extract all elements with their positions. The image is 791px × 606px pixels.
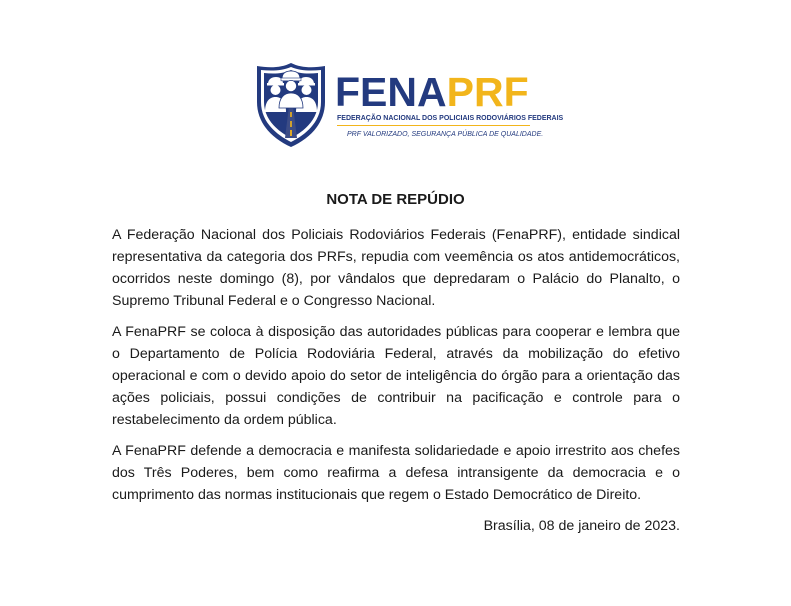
document-title: NOTA DE REPÚDIO [326, 191, 465, 208]
brand-tagline: PRF VALORIZADO, SEGURANÇA PÚBLICA DE QUALIDADE. [347, 131, 544, 138]
paragraph-3: A FenaPRF defende a democracia e manifesta solidariedade e apoio irrestrito aos chefes dos Três Poderes, bem como reafirma a defesa intransigente da democracia e o cumprimento das normas institucionais que regem o Estado Democrático de Direito. [112, 443, 680, 503]
brand-full-name: FEDERAÇÃO NACIONAL DOS POLICIAIS RODOVIÁRIOS FEDERAIS [337, 115, 564, 122]
shield-with-three-officers-icon [255, 62, 327, 148]
brand-wordmark [335, 70, 529, 114]
signoff-date: Brasília, 08 de janeiro de 2023. [483, 518, 680, 534]
paragraph-1: A Federação Nacional dos Policiais Rodoviários Federais (FenaPRF), entidade sindical representativa da categoria dos PRFs, repudia com veemência os atos antidemocráticos, ocorridos neste domingo (8), por vândalos que depredaram o Palácio do Planalto, o Supremo Tribunal Federal e o Congresso Nacional. [112, 227, 680, 309]
paragraph-2: A FenaPRF se coloca à disposição das autoridades públicas para cooperar e lembra que o Departamento de Polícia Rodoviária Federal, através da mobilização do efetivo operacional e com o devido apoio do setor de inteligência do órgão para a orientação das ações policiais, possui condições de contribuir na pacificação e controle para o restabelecimento da ordem pública. [112, 324, 680, 428]
brand-prf-text: PRF [446, 69, 529, 115]
document-body [112, 224, 680, 537]
brand-divider [337, 125, 530, 126]
brand-fena-text: FENA [335, 69, 447, 115]
fenaprf-logo [255, 62, 564, 152]
